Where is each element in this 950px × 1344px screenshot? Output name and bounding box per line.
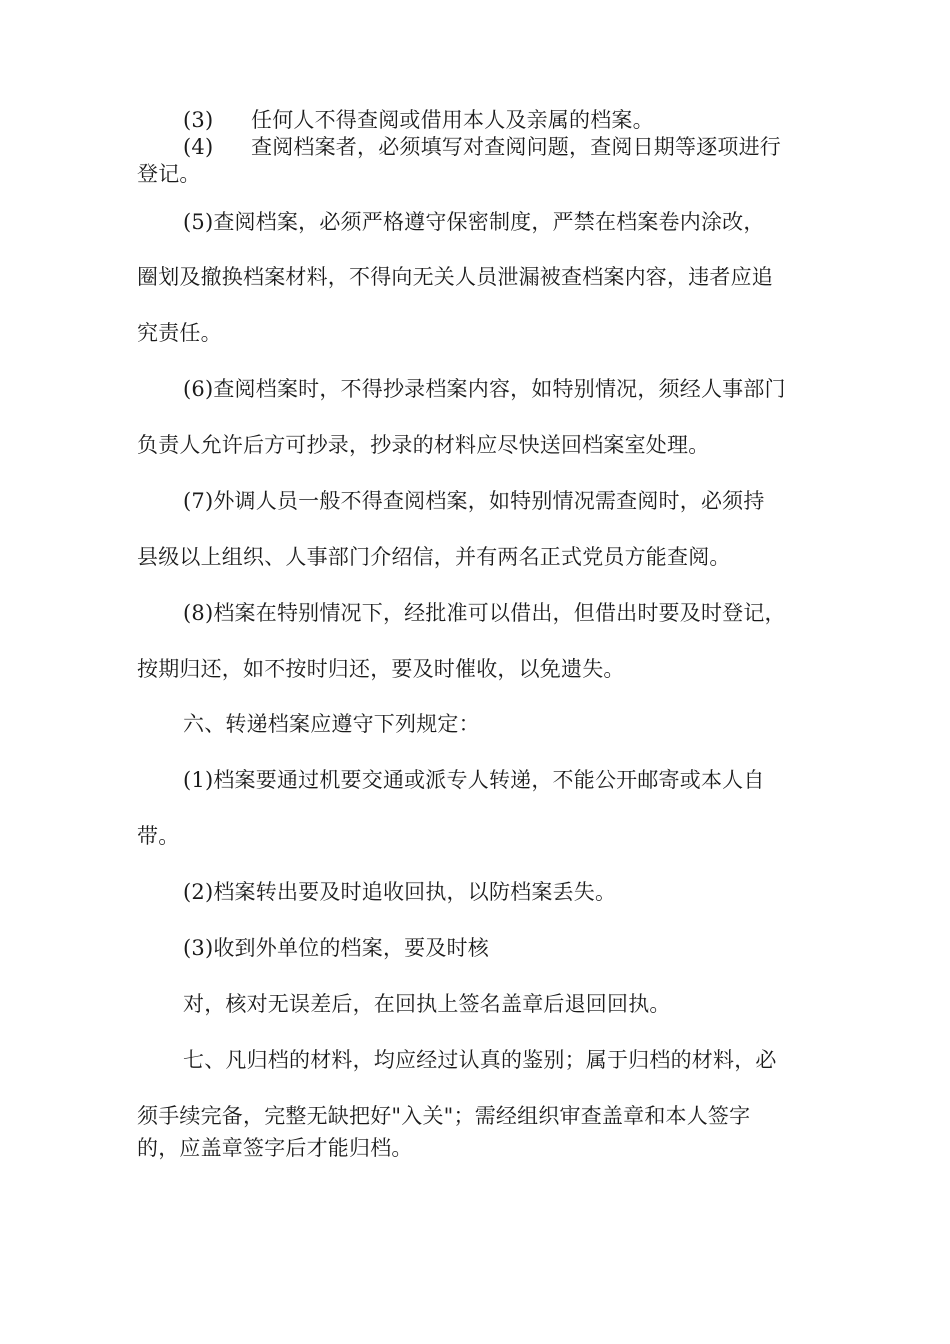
- section-6-item-2: (2)档案转出要及时追收回执，以防档案丢失。: [183, 880, 617, 904]
- item-4-continuation: 登记。: [137, 162, 201, 186]
- item-5-line-3: 究责任。: [137, 321, 222, 345]
- section-7-line-2: 须手续完备，完整无缺把好"入关"；需经组织审查盖章和本人签字: [137, 1104, 751, 1128]
- item-6-line-2: 负责人允许后方可抄录，抄录的材料应尽快送回档案室处理。: [137, 433, 710, 457]
- section-7-line-3: 的，应盖章签字后才能归档。: [137, 1136, 413, 1160]
- item-6-line-1: (6)查阅档案时，不得抄录档案内容，如特别情况，须经人事部门: [183, 377, 786, 401]
- section-7-line-1: 七、凡归档的材料，均应经过认真的鉴别；属于归档的材料，必: [183, 1048, 777, 1072]
- section-6-item-3-line-2: 对，核对无误差后，在回执上签名盖章后退回回执。: [183, 992, 671, 1016]
- item-4-number: (4): [183, 135, 214, 159]
- item-5-line-2: 圈划及撤换档案材料，不得向无关人员泄漏被查档案内容，违者应追: [137, 265, 773, 289]
- section-6-item-3-line-1: (3)收到外单位的档案，要及时核: [183, 936, 489, 960]
- item-3-number: (3): [183, 108, 214, 132]
- item-4-text: 查阅档案者，必须填写对查阅问题，查阅日期等逐项进行: [251, 135, 781, 159]
- item-8-line-1: (8)档案在特别情况下，经批准可以借出，但借出时要及时登记，: [183, 601, 786, 625]
- item-3-line: [183, 107, 654, 133]
- section-6-heading: 六、转递档案应遵守下列规定：: [183, 712, 480, 736]
- item-4-line: [183, 134, 781, 160]
- item-5-line-1: (5)查阅档案，必须严格遵守保密制度，严禁在档案卷内涂改，: [183, 210, 765, 234]
- section-6-item-1-line-2: 带。: [137, 824, 180, 848]
- section-6-item-1-line-1: (1)档案要通过机要交通或派专人转递，不能公开邮寄或本人自: [183, 768, 765, 792]
- item-8-line-2: 按期归还，如不按时归还，要及时催收，以免遗失。: [137, 657, 625, 681]
- item-7-line-1: (7)外调人员一般不得查阅档案，如特别情况需查阅时，必须持: [183, 489, 765, 513]
- item-7-line-2: 县级以上组织、人事部门介绍信，并有两名正式党员方能查阅。: [137, 545, 731, 569]
- item-3-text: 任何人不得查阅或借用本人及亲属的档案。: [251, 108, 654, 132]
